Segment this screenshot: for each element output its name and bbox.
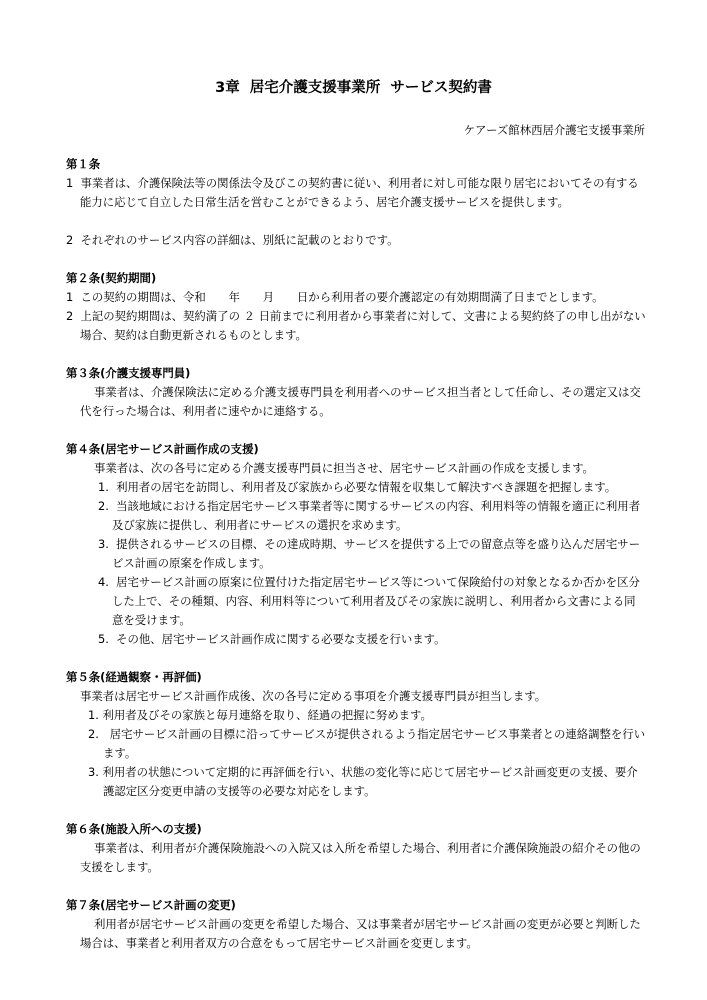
article-heading: 第２条(契約期間) [66, 271, 157, 285]
article-item: 3. 提供されるサービスの目標、その達成時期、サービスを提供する上での留意点等を盛り込んだ居宅サービス計画の原案を作成します。 [98, 537, 641, 570]
office-name: ケアーズ館林西居介護宅支援事業所 [463, 123, 645, 137]
article-heading: 第７条(居宅サービス計画の変更) [66, 898, 236, 912]
article-item: 4. 居宅サービス計画の原案に位置付けた指定居宅サービス等について保険給付の対象となるか否かを区分した上で、その種類、内容、利用料等について利用者及びその家族に説明し、利用者から文書による同意を受けます。 [98, 575, 640, 627]
article-heading: 第４条(居宅サービス計画作成の支援) [66, 442, 259, 456]
article-4 [66, 440, 646, 649]
article-heading: 第５条(経過観察・再評価) [66, 670, 202, 684]
article-item: 2. 当該地域における指定居宅サービス事業者等に関するサービスの内容、利用料等の情報を適正に利用者及び家族に提供し、利用者にサービスの選択を求めます。 [98, 499, 641, 532]
article-3 [66, 364, 646, 421]
article-body: 事業者は、介護保険法に定める介護支援専門員を利用者へのサービス担当者として任命し、その選定又は交代を行った場合は、利用者に速やかに連絡する。 [80, 385, 641, 418]
article-body: 事業者は、利用者が介護保険施設への入院又は入所を希望した場合、利用者に介護保険施設の紹介その他の支援をします。 [80, 841, 641, 874]
article-heading: 第１条 [66, 157, 101, 171]
article-6 [66, 820, 646, 877]
article-item: 5. その他、居宅サービス計画作成に関する必要な支援を行います。 [98, 632, 446, 646]
article-lead: 事業者は居宅サービス計画作成後、次の各号に定める事項を介護支援専門員が担当します。 [80, 689, 547, 703]
article-heading: 第６条(施設入所への支援) [66, 822, 202, 836]
contract-body [66, 155, 646, 972]
article-item: 1. 利用者の居宅を訪問し、利用者及び家族から必要な情報を収集して解決すべき課題を把握します。 [98, 480, 617, 494]
article-item: 1 この契約の期間は、令和 年 月 日から利用者の要介護認定の有効期間満了日までとします。 [66, 290, 604, 304]
article-1 [66, 155, 646, 250]
article-body: 利用者が居宅サービス計画の変更を希望した場合、又は事業者が居宅サービス計画の変更が必要と判断した場合は、事業者と利用者双方の合意をもって居宅サービス計画を変更します。 [80, 917, 641, 950]
article-2 [66, 269, 646, 345]
article-item: 1. 利用者及びその家族と毎月連絡を取り、経過の把握に努めます。 [88, 708, 432, 722]
article-7 [66, 896, 646, 953]
article-item: 1 事業者は、介護保険法等の関係法令及びこの契約書に従い、利用者に対し可能な限り居宅においてその有する能力に応じて自立した日常生活を営むことができるよう、居宅介護支援サービスを提供します。 [66, 176, 639, 209]
article-item: 2 それぞれのサービス内容の詳細は、別紙に記載のとおりです。 [66, 233, 399, 247]
article-item: 2. 居宅サービス計画の目標に沿ってサービスが提供されるよう指定居宅サービス事業者との連絡調整を行います。 [88, 727, 646, 760]
article-lead: 事業者は、次の各号に定める介護支援専門員に担当させ、居宅サービス計画の作成を支援します。 [94, 461, 594, 475]
article-heading: 第３条(介護支援専門員) [66, 366, 191, 380]
document-title: 3章 居宅介護支援事業所 サービス契約書 [215, 80, 492, 96]
article-item: 3. 利用者の状態について定期的に再評価を行い、状態の変化等に応じて居宅サービス計画変更の支援、要介護認定区分変更申請の支援等の必要な対応をします。 [88, 765, 638, 798]
article-item: 2 上記の契約期間は、契約満了の ２ 日前までに利用者から事業者に対して、文書による契約終了の申し出がない場合、契約は自動更新されるものとします。 [66, 309, 646, 342]
article-5 [66, 668, 646, 801]
